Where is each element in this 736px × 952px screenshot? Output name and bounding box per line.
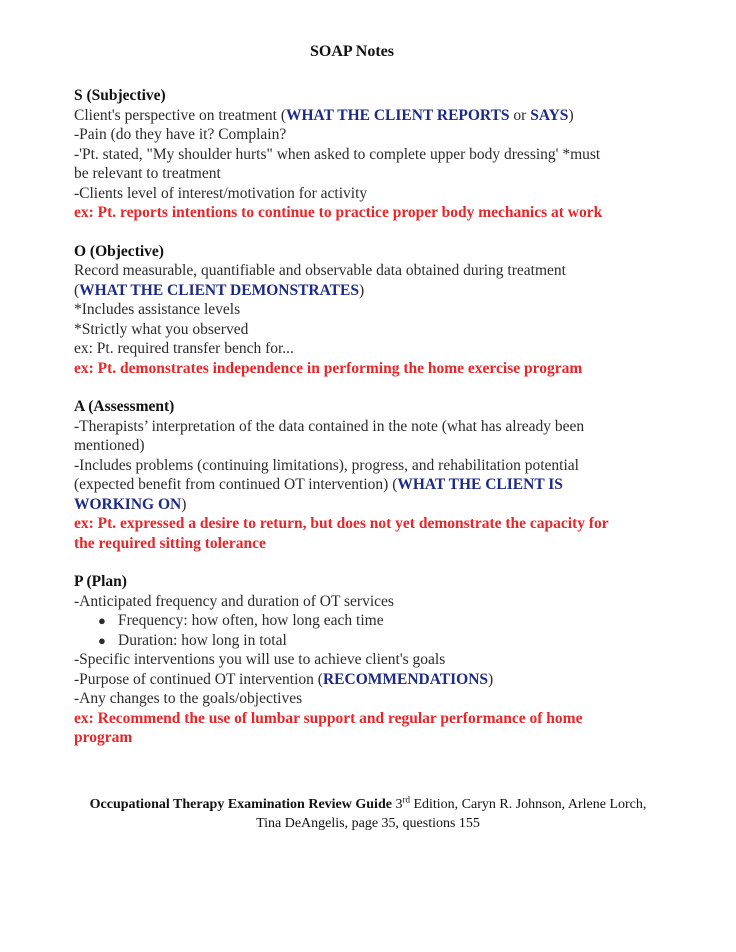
body-line <box>74 106 674 126</box>
highlight-text: RECOMMENDATIONS <box>322 670 489 688</box>
body-line <box>74 475 674 495</box>
section-heading: A (Assessment) <box>74 398 175 415</box>
highlight-text: WORKING ON <box>74 495 182 513</box>
page-title: SOAP Notes <box>310 43 394 60</box>
body-line: -Specific interventions you will use to achieve client's goals <box>74 651 446 668</box>
body-line: ex: Pt. required transfer bench for... <box>74 340 294 357</box>
list-item-text: Frequency: how often, how long each time <box>118 612 384 629</box>
body-line: -Therapists’ interpretation of the data contained in the note (what has already been <box>74 417 585 435</box>
example-line: the required sitting tolerance <box>74 534 266 552</box>
example-line: ex: Pt. reports intentions to continue to practice proper body mechanics at work <box>74 204 603 221</box>
example-line: ex: Recommend the use of lumbar support and regular performance of home <box>74 709 583 727</box>
book-title: Occupational Therapy Examination Review Guide <box>89 797 392 812</box>
body-line: -Clients level of interest/motivation for activity <box>74 184 368 202</box>
body-line: -'Pt. stated, "My shoulder hurts" when asked to complete upper body dressing' *must <box>74 145 601 163</box>
bullet-icon: ● <box>98 632 106 648</box>
section-plan <box>74 572 674 748</box>
edition-number: 3 <box>395 797 403 812</box>
highlight-text: SAYS <box>530 106 569 124</box>
soap-content <box>74 86 674 767</box>
citation <box>0 795 736 833</box>
body-line: -Any changes to the goals/objectives <box>74 690 303 707</box>
text-segment: ) <box>488 670 494 688</box>
text-segment: ) <box>358 281 365 299</box>
bullet-list <box>74 611 674 650</box>
section-subjective <box>74 86 674 223</box>
section-heading: O (Objective) <box>74 242 164 260</box>
example-line: program <box>74 729 133 746</box>
highlight-text: WHAT THE CLIENT REPORTS <box>285 106 510 124</box>
body-line: *Strictly what you observed <box>74 320 249 338</box>
section-heading: P (Plan) <box>74 573 127 590</box>
citation-line-1 <box>0 795 736 814</box>
body-line: Record measurable, quantifiable and observable data obtained during treatment <box>74 262 566 279</box>
example-line: ex: Pt. expressed a desire to return, but does not yet demonstrate the capacity for <box>74 515 609 532</box>
section-heading: S (Subjective) <box>74 87 166 104</box>
citation-line-2: Tina DeAngelis, page 35, questions 155 <box>256 816 480 831</box>
edition-suffix: rd <box>402 794 410 805</box>
highlight-text: WHAT THE CLIENT IS <box>397 476 563 493</box>
highlight-text: WHAT THE CLIENT DEMONSTRATES <box>79 281 359 299</box>
citation-authors: Edition, Caryn R. Johnson, Arlene Lorch, <box>409 797 647 812</box>
body-line: -Pain (do they have it? Complain? <box>74 126 287 143</box>
text-segment: ) <box>181 495 187 513</box>
body-line: *Includes assistance levels <box>74 301 241 318</box>
text-segment: Client's perspective on treatment ( <box>74 106 286 124</box>
body-line: be relevant to treatment <box>74 165 221 182</box>
body-line <box>74 670 674 690</box>
section-objective <box>74 242 674 379</box>
list-item-text: Duration: how long in total <box>118 631 287 649</box>
body-line: -Includes problems (continuing limitations), progress, and rehabilitation potential <box>74 456 579 474</box>
example-line: ex: Pt. demonstrates independence in performing the home exercise program <box>74 359 583 377</box>
text-segment: or <box>509 106 531 124</box>
bullet-icon: ● <box>98 613 106 628</box>
text-segment: ( <box>74 281 80 299</box>
list-item <box>98 631 674 651</box>
body-line <box>74 281 674 301</box>
body-line: mentioned) <box>74 437 145 454</box>
text-segment: -Purpose of continued OT intervention ( <box>74 670 323 688</box>
body-line: -Anticipated frequency and duration of OT services <box>74 592 394 610</box>
text-segment: (expected benefit from continued OT intervention) ( <box>74 476 398 493</box>
text-segment: ) <box>568 106 574 124</box>
list-item <box>98 611 674 631</box>
body-line <box>74 495 674 515</box>
section-assessment <box>74 397 674 553</box>
